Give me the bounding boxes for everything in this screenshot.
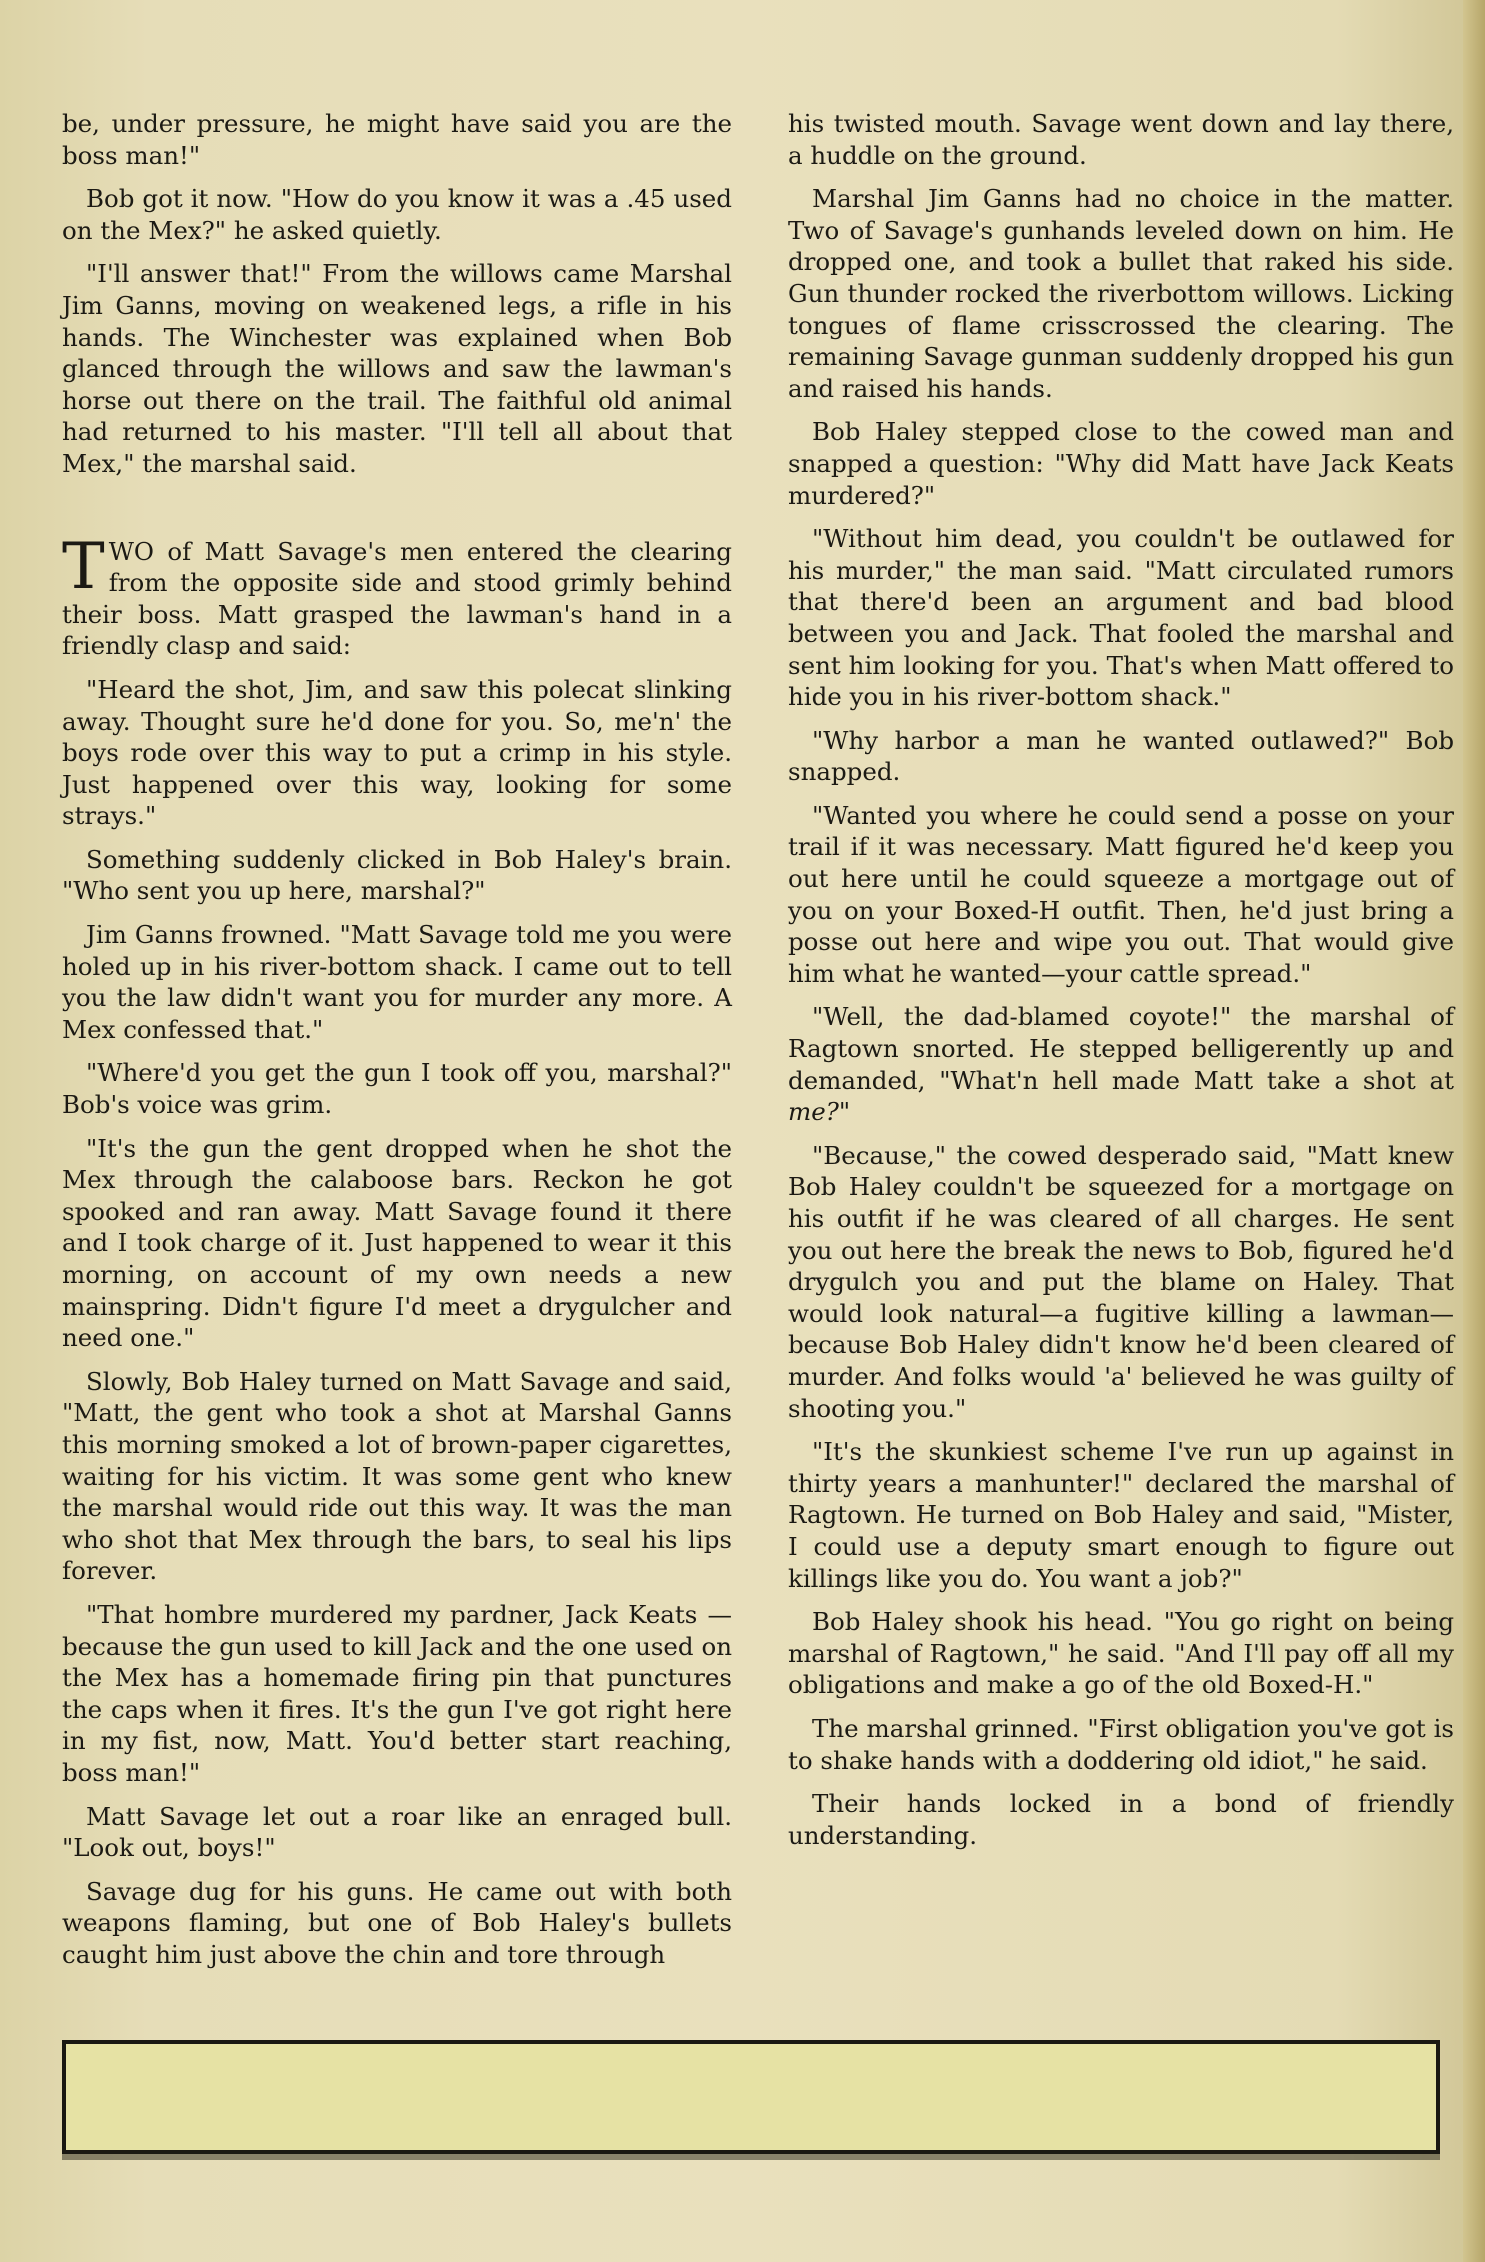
empty-ad-box — [62, 2040, 1440, 2154]
bottom-border-band — [62, 2154, 1440, 2160]
paragraph: "Without him dead, you couldn't be outlawed for his murder," the man said. "Matt circulated rumors that there'd been an argument and bad blood between you and Jack. That fooled the marshal and sent him looking for you. That's when Matt offered to hide you in his river-bottom shack." — [788, 524, 1454, 712]
paragraph: Jim Ganns frowned. "Matt Savage told me you were holed up in his river-bottom shack. I came out to tell you the law didn't want you for murder any more. A Mex confessed that." — [62, 920, 732, 1044]
page-edge — [1463, 0, 1485, 2262]
paragraph — [788, 1001, 1454, 1127]
paragraph: Bob got it now. "How do you know it was a .45 used on the Mex?" he asked quietly. — [62, 184, 732, 245]
paragraph: Slowly, Bob Haley turned on Matt Savage and said, "Matt, the gent who took a shot at Marshal Ganns this morning smoked a lot of brown-paper cigarettes, waiting for his victim. It was some gent who knew the marshal would ride out this way. It was the man who shot that Mex through the bars, to seal his lips forever. — [62, 1366, 732, 1586]
paragraph: Their hands locked in a bond of friendly understanding. — [788, 1789, 1454, 1850]
paragraph: "Why harbor a man he wanted outlawed?" Bob snapped. — [788, 725, 1454, 787]
paragraph: The marshal grinned. "First obligation you've got is to shake hands with a doddering old idiot," he said. — [788, 1713, 1454, 1775]
drop-cap: T — [62, 529, 105, 604]
paragraph: be, under pressure, he might have said you are the boss man!" — [62, 109, 732, 170]
paragraph: Matt Savage let out a roar like an enraged bull. "Look out, boys!" — [62, 1801, 732, 1863]
paragraph: his twisted mouth. Savage went down and lay there, a huddle on the ground. — [788, 109, 1454, 170]
section-start-paragraph — [62, 529, 732, 662]
paragraph: "It's the gun the gent dropped when he shot the Mex through the calaboose bars. Reckon he got spooked and ran away. Matt Savage found it there and I took charge of it. Just happened to wear it this morning, on account of my own needs a new mainspring. Didn't figure I'd meet a drygulcher and need one." — [62, 1133, 732, 1353]
paragraph: "Because," the cowed desperado said, "Matt knew Bob Haley couldn't be squeezed for a mortgage on his outfit if he was cleared of all charges. He sent you out here the break the news to Bob, figured he'd drygulch you and put the blame on Haley. That would look natural—a fugitive killing a lawman—because Bob Haley didn't know he'd been cleared of murder. And folks would 'a' believed he was guilty of shooting you." — [788, 1140, 1454, 1423]
paragraph: "Wanted you where he could send a posse on your trail if it was necessary. Matt figured he'd keep you out here until he could squeeze a mortgage out of you on your Boxed-H outfit. Then, he'd just bring a posse out here and wipe you out. That would give him what he wanted—your cattle spread." — [788, 800, 1454, 988]
paragraph: "It's the skunkiest scheme I've run up against in thirty years a manhunter!" declared the marshal of Ragtown. He turned on Bob Haley and said, "Mister, I could use a deputy smart enough to figure out killings like you do. You want a job?" — [788, 1437, 1454, 1593]
paragraph: Something suddenly clicked in Bob Haley's brain. "Who sent you up here, marshal?" — [62, 844, 732, 906]
paragraph: Marshal Jim Ganns had no choice in the matter. Two of Savage's gunhands leveled down on him. He dropped one, and took a bullet that raked his side. Gun thunder rocked the riverbottom willows. Licking tongues of flame crisscrossed the clearing. The remaining Savage gunman suddenly dropped his gun and raised his hands. — [788, 184, 1454, 403]
paragraph-text: "Well, the dad-blamed coyote!" the marshal of Ragtown snorted. He stepped belligerently up and demanded, "What'n hell made Matt take a shot at — [788, 1002, 1454, 1095]
paragraph: Bob Haley shook his head. "You go right on being marshal of Ragtown," he said. "And I'll pay off all my obligations and make a go of the old Boxed-H." — [788, 1607, 1454, 1700]
paragraph: "That hombre murdered my pardner, Jack Keats —because the gun used to kill Jack and the one used on the Mex has a homemade firing pin that punctures the caps when it fires. It's the gun I've got right here in my fist, now, Matt. You'd better start reaching, boss man!" — [62, 1599, 732, 1787]
italic-text: me?" — [788, 1097, 851, 1127]
left-text-column — [62, 108, 732, 1982]
paragraph: "Where'd you get the gun I took off you, marshal?" Bob's voice was grim. — [62, 1058, 732, 1120]
paragraph: Savage dug for his guns. He came out with both weapons flaming, but one of Bob Haley's bullets caught him just above the chin and tore through — [62, 1876, 732, 1969]
paragraph: "I'll answer that!" From the willows came Marshal Jim Ganns, moving on weakened legs, a rifle in his hands. The Winchester was explained when Bob glanced through the willows and saw the lawman's horse out there on the trail. The faithful old animal had returned to his master. "I'll tell all about that Mex," the marshal said. — [62, 259, 732, 478]
paragraph-text: WO of Matt Savage's men entered the clearing from the opposite side and stood grimly behind their boss. Matt grasped the lawman's hand in a friendly clasp and said: — [62, 536, 732, 661]
paragraph: Bob Haley stepped close to the cowed man and snapped a question: "Why did Matt have Jack Keats murdered?" — [788, 417, 1454, 510]
right-text-column — [788, 108, 1454, 1863]
paragraph: "Heard the shot, Jim, and saw this polecat slinking away. Thought sure he'd done for you. So, me'n' the boys rode over this way to put a crimp in his style. Just happened over this way, looking for some strays." — [62, 674, 732, 831]
